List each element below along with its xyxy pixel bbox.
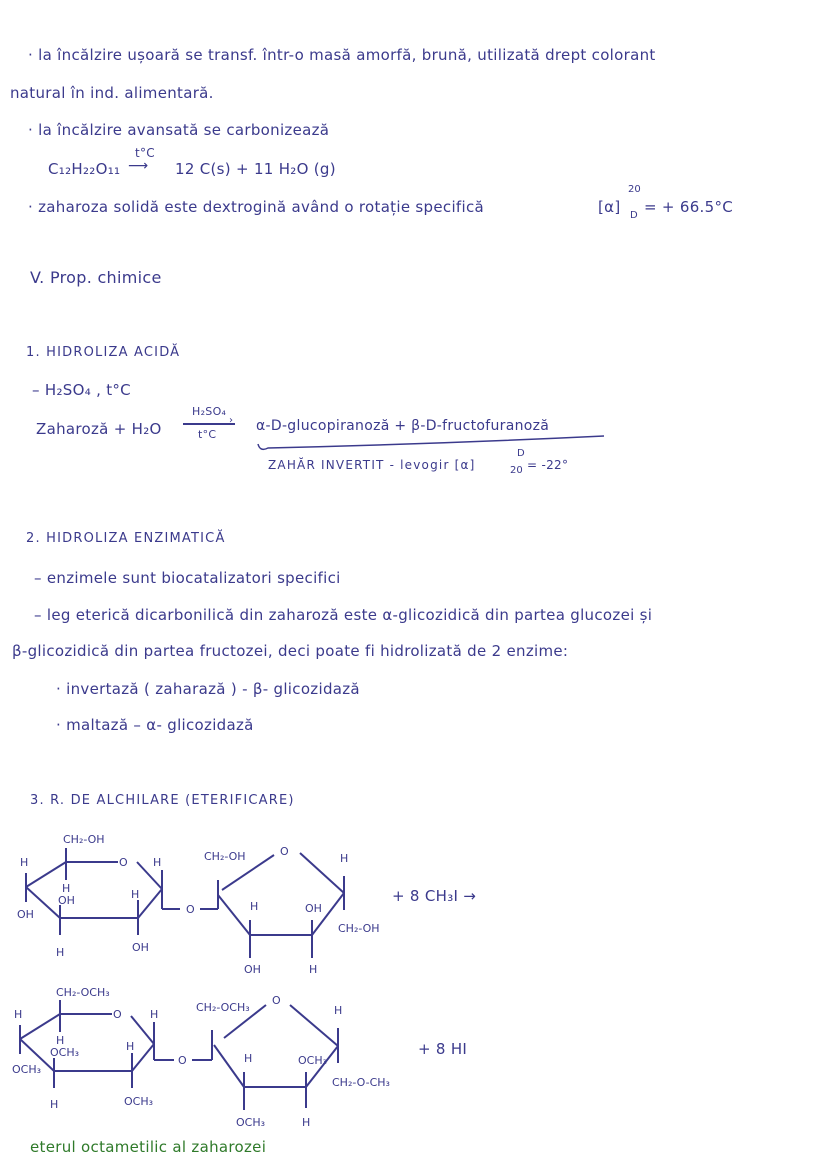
structure-1-labels: [17, 833, 380, 976]
svg-text:H: H: [56, 946, 65, 959]
svg-text:H: H: [153, 856, 162, 869]
note-value: = -22°: [527, 458, 569, 472]
inverted-sugar-note: ZAHĂR INVERTIT - levogir [α]: [268, 458, 476, 472]
structure-caption: eterul octametilic al zaharozei: [30, 1138, 267, 1156]
svg-text:CH₂-OCH₃: CH₂-OCH₃: [196, 1001, 250, 1014]
svg-text:O: O: [113, 1008, 122, 1021]
svg-text:OCH₃: OCH₃: [124, 1095, 154, 1108]
enzyme-item: · invertază ( zaharază ) - β- glicozidază: [56, 680, 360, 698]
arrow-right-icon: ⟶: [128, 158, 149, 174]
structure-2-labels: [12, 986, 390, 1129]
equation-left: C₁₂H₂₂O₁₁: [48, 160, 121, 178]
svg-text:O: O: [119, 856, 128, 869]
intro-line-1: · la încălzire ușoară se transf. într-o masă amorfă, brună, utilizată drept colorant: [28, 46, 656, 64]
svg-text:O: O: [186, 903, 195, 916]
svg-text:OCH₃: OCH₃: [236, 1116, 266, 1129]
svg-text:H: H: [20, 856, 29, 869]
equation-condition: t°C: [135, 146, 155, 160]
svg-text:H: H: [340, 852, 349, 865]
arrow-head-icon: ›: [229, 415, 234, 426]
svg-text:O: O: [178, 1054, 187, 1067]
svg-text:H: H: [56, 1034, 65, 1047]
svg-text:H: H: [126, 1040, 135, 1053]
svg-text:OH: OH: [244, 963, 261, 976]
svg-text:OH: OH: [58, 894, 75, 907]
svg-text:OH: OH: [132, 941, 149, 954]
section-title: V. Prop. chimice: [30, 268, 162, 287]
svg-text:OCH₃: OCH₃: [50, 1046, 80, 1059]
svg-text:H: H: [62, 882, 71, 895]
svg-text:CH₂-OH: CH₂-OH: [63, 833, 105, 846]
rotation-symbol: [α]: [598, 198, 621, 216]
svg-text:OH: OH: [17, 908, 34, 921]
intro-line-3: · la încălzire avansată se carbonizează: [28, 121, 330, 139]
svg-text:H: H: [309, 963, 318, 976]
svg-text:O: O: [280, 845, 289, 858]
svg-text:H: H: [244, 1052, 253, 1065]
alkylation-heading: 3. R. DE ALCHILARE (ETERIFICARE): [30, 793, 295, 808]
svg-text:H: H: [302, 1116, 311, 1129]
svg-text:H: H: [334, 1004, 343, 1017]
acid-conditions: – H₂SO₄ , t°C: [32, 381, 131, 399]
enzymatic-point-1: – enzimele sunt biocatalizatori specifici: [34, 569, 341, 587]
svg-text:H: H: [50, 1098, 59, 1111]
svg-text:CH₂-O-CH₃: CH₂-O-CH₃: [332, 1076, 390, 1089]
svg-text:O: O: [272, 994, 281, 1007]
svg-text:CH₂-OH: CH₂-OH: [204, 850, 246, 863]
enzyme-item: · maltază – α- glicozidază: [56, 716, 254, 734]
svg-text:CH₂-OCH₃: CH₂-OCH₃: [56, 986, 110, 999]
svg-text:H: H: [250, 900, 259, 913]
svg-text:OCH₃: OCH₃: [12, 1063, 42, 1076]
acid-cond-top: H₂SO₄: [192, 405, 227, 418]
equation-right: 12 C(s) + 11 H₂O (g): [175, 160, 336, 178]
svg-text:CH₂-OH: CH₂-OH: [338, 922, 380, 935]
svg-text:OH: OH: [305, 902, 322, 915]
svg-text:H: H: [131, 888, 140, 901]
svg-text:OCH₃: OCH₃: [298, 1054, 328, 1067]
reagent-hydrogen-iodide: + 8 HI: [418, 1040, 468, 1058]
rotation-result: = + 66.5°C: [644, 198, 734, 216]
acid-reactants: Zaharoză + H₂O: [36, 420, 162, 438]
acid-hydrolysis-heading: 1. HIDROLIZA ACIDĂ: [26, 345, 181, 360]
acid-cond-bottom: t°C: [198, 428, 217, 441]
intro-line-2: natural în ind. alimentară.: [10, 84, 214, 102]
rotation-sub: D: [630, 210, 638, 221]
enzymatic-hydrolysis-heading: 2. HIDROLIZA ENZIMATICĂ: [26, 531, 226, 546]
enzymatic-point-3: β-glicozidică din partea fructozei, deci poate fi hidrolizată de 2 enzime:: [12, 642, 569, 660]
enzymatic-point-2: – leg eterică dicarbonilică din zaharoză este α-glicozidică din partea glucozei și: [34, 606, 653, 624]
svg-text:H: H: [14, 1008, 23, 1021]
note-sup: D: [517, 448, 525, 459]
intro-line-4: · zaharoza solidă este dextrogină având o rotație specifică: [28, 198, 484, 216]
rotation-sup: 20: [628, 184, 641, 195]
svg-text:H: H: [150, 1008, 159, 1021]
reagent-methyl-iodide: + 8 CH₃I →: [392, 887, 477, 905]
note-sub: 20: [510, 465, 523, 476]
acid-products: α-D-glucopiranoză + β-D-fructofuranoză: [256, 418, 550, 434]
